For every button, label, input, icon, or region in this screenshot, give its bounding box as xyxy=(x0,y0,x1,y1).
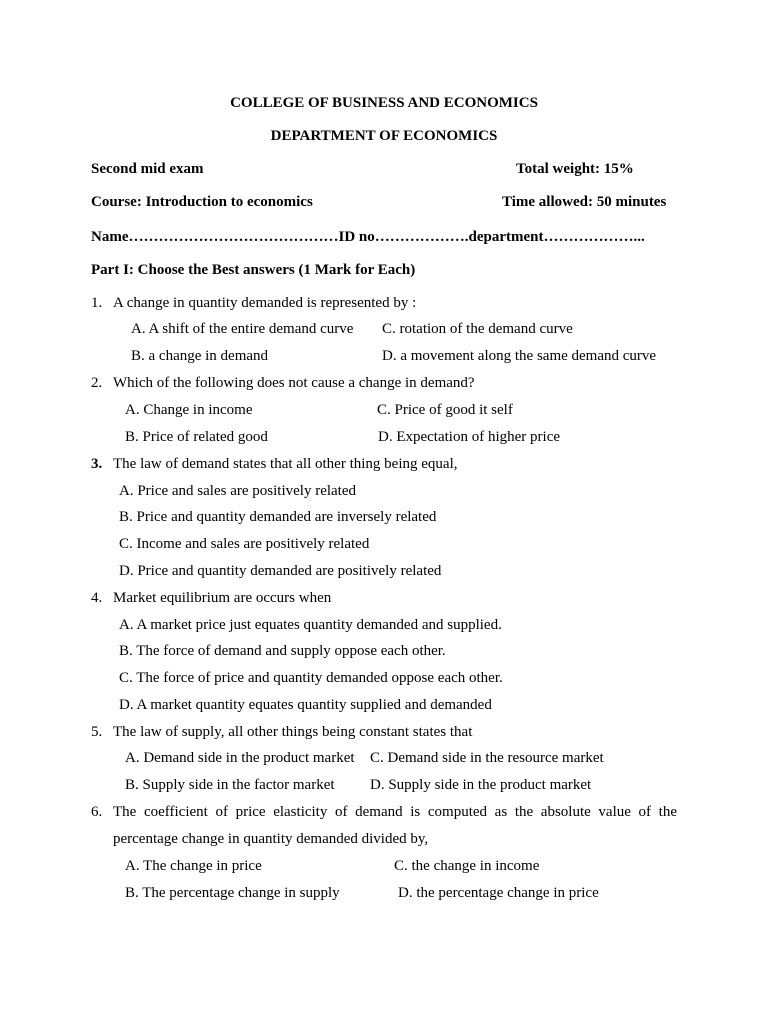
option-b: B. The force of demand and supply oppose each other. xyxy=(119,643,446,659)
question-number: 3. xyxy=(91,456,103,472)
option-c: C. Demand side in the resource market xyxy=(370,750,604,766)
course-name: Course: Introduction to economics xyxy=(91,194,313,210)
option-c: C. Income and sales are positively related xyxy=(119,536,370,552)
question-text-line-2: percentage change in quantity demanded divided by, xyxy=(113,831,429,847)
question-text-line-1: The coefficient of price elasticity of demand is computed as the absolute value of the xyxy=(113,804,677,820)
option-c: C. rotation of the demand curve xyxy=(382,321,573,337)
option-d: D. Price and quantity demanded are positively related xyxy=(119,563,442,579)
option-d: D. Supply side in the product market xyxy=(370,777,592,793)
option-c: C. The force of price and quantity demanded oppose each other. xyxy=(119,670,503,686)
option-a: A. Change in income xyxy=(125,402,253,418)
option-d: D. a movement along the same demand curve xyxy=(382,348,657,364)
option-a: A. Price and sales are positively related xyxy=(119,483,356,499)
question-number: 2. xyxy=(91,375,103,391)
option-b: B. a change in demand xyxy=(131,348,269,364)
option-d: D. A market quantity equates quantity supplied and demanded xyxy=(119,697,492,713)
question-text: Market equilibrium are occurs when xyxy=(113,590,332,606)
college-title: COLLEGE OF BUSINESS AND ECONOMICS xyxy=(230,95,538,111)
option-a: A. A market price just equates quantity demanded and supplied. xyxy=(119,617,502,633)
option-b: B. Price and quantity demanded are inversely related xyxy=(119,509,437,525)
student-info-line: Name……………………………………ID no……………….department………………... xyxy=(91,229,645,245)
question-text: Which of the following does not cause a change in demand? xyxy=(113,375,475,391)
time-allowed: Time allowed: 50 minutes xyxy=(502,194,667,210)
question-number: 4. xyxy=(91,590,103,606)
option-b: B. Supply side in the factor market xyxy=(125,777,335,793)
question-number: 5. xyxy=(91,724,103,740)
option-a: A. A shift of the entire demand curve xyxy=(131,321,354,337)
total-weight: Total weight: 15% xyxy=(516,161,634,177)
option-c: C. the change in income xyxy=(394,858,540,874)
option-d: D. Expectation of higher price xyxy=(378,429,561,445)
question-number: 1. xyxy=(91,295,103,311)
question-text: A change in quantity demanded is represented by : xyxy=(113,295,417,311)
option-c: C. Price of good it self xyxy=(377,402,513,418)
question-number: 6. xyxy=(91,804,103,820)
department-title: DEPARTMENT OF ECONOMICS xyxy=(270,128,498,144)
part-title: Part I: Choose the Best answers (1 Mark for Each) xyxy=(91,262,416,278)
option-a: A. Demand side in the product market xyxy=(125,750,355,766)
exam-title: Second mid exam xyxy=(91,161,204,177)
option-b: B. The percentage change in supply xyxy=(125,885,340,901)
option-b: B. Price of related good xyxy=(125,429,268,445)
option-a: A. The change in price xyxy=(125,858,262,874)
option-d: D. the percentage change in price xyxy=(398,885,599,901)
question-text: The law of supply, all other things being constant states that xyxy=(113,724,473,740)
question-text: The law of demand states that all other thing being equal, xyxy=(113,456,458,472)
